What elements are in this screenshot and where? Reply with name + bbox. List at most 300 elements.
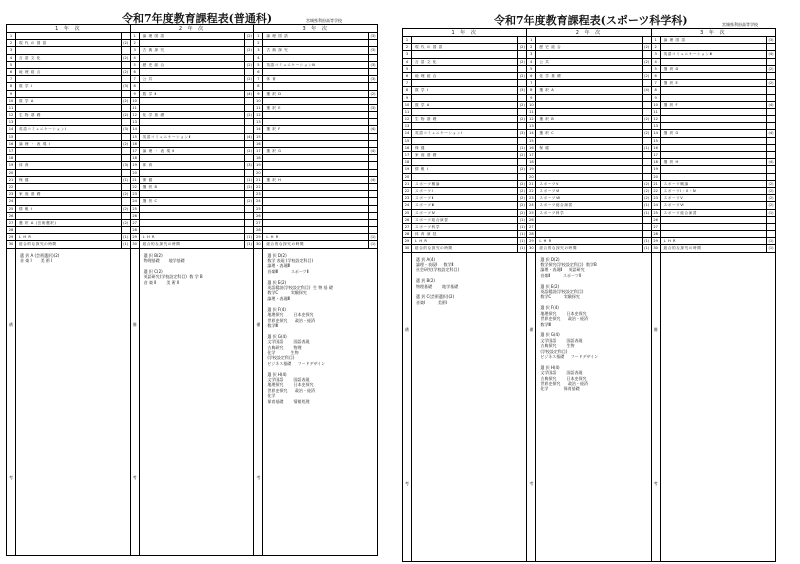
- table-row: [527, 37, 650, 44]
- subject-name: スポーツⅥ: [539, 188, 560, 193]
- subject-name: [140, 191, 245, 197]
- subject-name: スポーツⅢ: [415, 203, 435, 208]
- subject-name: [412, 123, 517, 129]
- period-number: 18: [527, 159, 536, 165]
- table-row: [652, 159, 775, 166]
- table-row: [254, 76, 377, 83]
- credit-count: [368, 184, 377, 190]
- period-number: 28: [254, 227, 263, 233]
- subject-name: [661, 138, 766, 144]
- table-row: [131, 91, 254, 98]
- period-number: 18: [652, 159, 661, 165]
- table-row: [7, 227, 130, 234]
- period-number: 25: [131, 206, 140, 212]
- period-number: 17: [652, 152, 661, 158]
- subject-name: 体 育: [142, 163, 153, 168]
- credit-count: [244, 83, 253, 89]
- table-row: [254, 227, 377, 234]
- credit-count: (2): [642, 116, 651, 122]
- year-column-3: [652, 29, 775, 561]
- period-number: 20: [652, 174, 661, 180]
- curriculum-sheet-sports: [402, 8, 776, 562]
- credit-count: (1): [642, 238, 651, 244]
- table-row: [403, 37, 526, 44]
- period-number: 10: [131, 98, 140, 104]
- period-number: 4: [131, 55, 140, 61]
- period-number: 7: [7, 76, 16, 82]
- side-mark: 備: [653, 326, 658, 332]
- table-row: [403, 44, 526, 51]
- period-number: 19: [652, 166, 661, 172]
- table-row: [254, 33, 377, 40]
- table-row: [403, 217, 526, 224]
- credit-count: [244, 40, 253, 46]
- table-row: [403, 73, 526, 80]
- credit-count: (2): [244, 76, 253, 82]
- credit-count: (1): [766, 245, 775, 251]
- credit-count: (1): [244, 234, 253, 240]
- table-row: [527, 231, 650, 238]
- table-row: [7, 40, 130, 47]
- notes-side-label: [7, 249, 16, 555]
- period-number: 3: [527, 51, 536, 57]
- table-row: [652, 224, 775, 231]
- subject-name: 総合的な探究の時間: [539, 246, 578, 251]
- subject-name: 選 択 H: [266, 177, 282, 182]
- subject-name: 論 理 国 語: [266, 34, 289, 38]
- period-number: 24: [131, 198, 140, 204]
- credit-count: [121, 227, 130, 233]
- credit-count: [766, 73, 775, 79]
- subject-name: [661, 109, 766, 115]
- period-number: 15: [652, 138, 661, 144]
- table-row: [254, 206, 377, 213]
- subject-name: [263, 134, 368, 140]
- period-number: 15: [254, 134, 263, 140]
- credit-count: (1): [642, 210, 651, 216]
- period-number: 4: [7, 55, 16, 61]
- credit-count: [368, 213, 377, 219]
- credit-count: (1): [642, 245, 651, 251]
- period-number: 11: [403, 109, 412, 115]
- table-row: [131, 184, 254, 191]
- table-row: [527, 217, 650, 224]
- credit-count: [517, 37, 526, 43]
- period-number: 8: [652, 87, 661, 93]
- subject-name: [263, 227, 368, 233]
- period-number: 26: [652, 217, 661, 223]
- subject-name: L H R: [539, 239, 552, 244]
- credit-count: [642, 152, 651, 158]
- credit-count: [368, 119, 377, 125]
- table-row: [7, 47, 130, 54]
- credit-count: (2): [642, 195, 651, 201]
- period-number: 2: [254, 40, 263, 46]
- period-number: 25: [254, 206, 263, 212]
- table-row: [254, 126, 377, 133]
- elective-notes: [661, 253, 775, 561]
- period-number: 29: [254, 234, 263, 240]
- credit-count: (2): [642, 188, 651, 194]
- credit-count: (2): [517, 195, 526, 201]
- period-number: 23: [7, 191, 16, 197]
- table-row: [527, 138, 650, 145]
- period-rows: [652, 37, 775, 253]
- credit-count: [121, 148, 130, 154]
- subject-name: [263, 55, 368, 61]
- table-row: [7, 162, 130, 169]
- subject-name: 古 典 探 究: [266, 48, 289, 53]
- notes-section: [131, 249, 254, 555]
- period-number: 20: [7, 170, 16, 176]
- table-row: [652, 59, 775, 66]
- period-number: 16: [403, 145, 412, 151]
- subject-name: 数 学 Ⅱ: [142, 91, 157, 96]
- credit-count: [517, 66, 526, 72]
- period-number: 4: [527, 59, 536, 65]
- period-number: 6: [527, 73, 536, 79]
- credit-count: [244, 155, 253, 161]
- table-row: [403, 166, 526, 173]
- credit-count: (2): [517, 73, 526, 79]
- subject-name: 選 択 D: [663, 66, 679, 71]
- period-number: 12: [652, 116, 661, 122]
- credit-count: (3): [121, 83, 130, 89]
- subject-name: 地 理 総 合: [19, 69, 42, 74]
- credit-count: [642, 123, 651, 129]
- credit-count: [244, 220, 253, 226]
- year-header: 2 年 次: [131, 25, 254, 33]
- period-number: 26: [131, 213, 140, 219]
- period-number: 5: [652, 66, 661, 72]
- period-number: 21: [254, 177, 263, 183]
- table-row: [527, 224, 650, 231]
- table-row: [254, 220, 377, 227]
- table-row: [254, 198, 377, 205]
- credit-count: (2): [517, 181, 526, 187]
- subject-name: [412, 95, 517, 101]
- period-number: 1: [254, 33, 263, 39]
- credit-count: [244, 141, 253, 147]
- table-row: [652, 116, 775, 123]
- credit-count: [244, 69, 253, 75]
- period-number: 2: [7, 40, 16, 46]
- period-number: 5: [131, 62, 140, 68]
- period-number: 22: [652, 188, 661, 194]
- year-column-1: [403, 29, 527, 561]
- period-number: 16: [254, 141, 263, 147]
- subject-name: [536, 109, 641, 115]
- table-row: [254, 241, 377, 248]
- credit-count: (2): [121, 40, 130, 46]
- subject-name: 数 学 Ⅰ: [19, 84, 33, 89]
- credit-count: (1): [121, 241, 130, 247]
- period-number: 21: [403, 181, 412, 187]
- period-number: 11: [527, 109, 536, 115]
- subject-name: 総合的な探究の時間: [663, 246, 702, 251]
- period-number: 13: [652, 123, 661, 129]
- credit-count: (4): [244, 91, 253, 97]
- subject-name: 論 理 国 語: [142, 34, 165, 38]
- table-row: [403, 224, 526, 231]
- table-row: [403, 245, 526, 252]
- elective-notes: 選 択 D(2) 数学探究(学校設定科目) 数学B 論理・表現Ⅱ 英語研究 音楽Ⅱ スポーツⅡ 選 択 E(2) 英語精読(学校設定科目) 数学C 実験探究 選 択 F(4) 地理探究 日本史探究 世界史探究 政治・経済 数学Ⅲ 選 択 G(4) 文学国語 国語表現 古典探究 生物 (学校設定科目) ビジネス基礎 フードデザイン 選 択 H(4) 文学国語 国語表現 古典探究 日本史探究 世界史探究 政治・経済 化学 保育基礎: [540, 256, 599, 392]
- year-header: 1 年 次: [7, 25, 130, 33]
- credit-count: (2): [766, 66, 775, 72]
- period-number: 24: [652, 202, 661, 208]
- credit-count: [368, 141, 377, 147]
- subject-name: 生 物 基 礎: [415, 117, 438, 122]
- credit-count: (2): [121, 55, 130, 61]
- period-rows: [131, 33, 254, 249]
- table-row: [7, 33, 130, 40]
- period-number: 17: [403, 152, 412, 158]
- period-number: 29: [652, 238, 661, 244]
- table-row: [527, 174, 650, 181]
- credit-count: [121, 119, 130, 125]
- table-row: [403, 181, 526, 188]
- credit-count: (2): [766, 202, 775, 208]
- side-mark: 考: [256, 475, 261, 481]
- table-row: [527, 245, 650, 252]
- period-number: 20: [131, 170, 140, 176]
- subject-name: 古 典 探 究: [142, 48, 165, 53]
- credit-count: (1): [121, 234, 130, 240]
- credit-count: [766, 87, 775, 93]
- table-row: [652, 130, 775, 137]
- subject-name: [536, 138, 641, 144]
- period-number: 29: [131, 234, 140, 240]
- table-row: [254, 69, 377, 76]
- subject-name: [536, 224, 641, 230]
- table-row: [403, 95, 526, 102]
- credit-count: [766, 145, 775, 151]
- subject-name: [16, 198, 121, 204]
- curriculum-grid: [6, 24, 378, 556]
- period-number: 26: [527, 217, 536, 223]
- subject-name: 公 共: [142, 77, 153, 82]
- subject-name: スポーツⅤ: [663, 196, 684, 201]
- period-number: 1: [403, 37, 412, 43]
- table-row: [403, 102, 526, 109]
- credit-count: (2): [642, 73, 651, 79]
- period-number: 1: [7, 33, 16, 39]
- credit-count: (2): [244, 47, 253, 53]
- period-number: 5: [403, 66, 412, 72]
- subject-name: [16, 170, 121, 176]
- subject-name: [263, 141, 368, 147]
- table-row: [527, 123, 650, 130]
- subject-name: L H R: [663, 239, 677, 244]
- subject-name: [263, 119, 368, 125]
- credit-count: [244, 126, 253, 132]
- credit-count: (4): [766, 130, 775, 136]
- subject-name: 選 択 E: [266, 105, 282, 110]
- subject-name: [140, 206, 245, 212]
- credit-count: (2): [244, 62, 253, 68]
- credit-count: (1): [517, 231, 526, 237]
- period-number: 17: [254, 148, 263, 154]
- period-number: 18: [403, 159, 412, 165]
- credit-count: [244, 227, 253, 233]
- subject-name: [536, 231, 641, 237]
- period-number: 17: [7, 148, 16, 154]
- credit-count: [368, 155, 377, 161]
- year-header: 3 年 次: [254, 25, 377, 33]
- period-number: 25: [403, 210, 412, 216]
- period-number: 9: [7, 91, 16, 97]
- table-row: [131, 105, 254, 112]
- table-row: [403, 123, 526, 130]
- side-mark: 考: [9, 475, 13, 481]
- subject-name: 選 択 A: [539, 88, 555, 93]
- period-number: 30: [131, 241, 140, 247]
- credit-count: (2): [244, 184, 253, 190]
- subject-name: [263, 184, 368, 190]
- period-number: 2: [403, 44, 412, 50]
- credit-count: [642, 174, 651, 180]
- table-row: [131, 162, 254, 169]
- credit-count: (3): [121, 162, 130, 168]
- credit-count: [517, 174, 526, 180]
- table-row: [7, 184, 130, 191]
- table-row: [403, 202, 526, 209]
- subject-name: [140, 227, 245, 233]
- period-number: 21: [7, 177, 16, 183]
- table-row: [254, 162, 377, 169]
- table-row: [131, 241, 254, 248]
- table-row: [527, 238, 650, 245]
- table-row: [131, 62, 254, 69]
- period-number: 25: [527, 210, 536, 216]
- table-row: [131, 119, 254, 126]
- credit-count: [244, 98, 253, 104]
- credit-count: (3): [368, 76, 377, 82]
- subject-name: [263, 191, 368, 197]
- subject-name: [661, 217, 766, 223]
- period-number: 4: [254, 55, 263, 61]
- table-row: [131, 47, 254, 54]
- subject-name: [536, 217, 641, 223]
- subject-name: 保 健: [415, 145, 426, 150]
- table-row: [7, 170, 130, 177]
- table-row: [131, 134, 254, 141]
- credit-count: [766, 166, 775, 172]
- credit-count: [642, 51, 651, 57]
- period-number: 14: [652, 130, 661, 136]
- credit-count: (2): [244, 148, 253, 154]
- credit-count: (2): [517, 210, 526, 216]
- subject-name: スポーツⅠ・Ⅱ・Ⅳ: [663, 188, 697, 193]
- table-row: [403, 138, 526, 145]
- table-row: [527, 195, 650, 202]
- credit-count: [121, 91, 130, 97]
- credit-count: [244, 55, 253, 61]
- period-number: 29: [527, 238, 536, 244]
- table-row: [131, 55, 254, 62]
- period-number: 21: [131, 177, 140, 183]
- period-number: 5: [254, 62, 263, 68]
- table-row: [527, 73, 650, 80]
- notes-section: [7, 249, 130, 555]
- credit-count: (3): [368, 33, 377, 39]
- subject-name: L H R: [19, 235, 32, 240]
- table-row: [131, 126, 254, 133]
- year-column-2: [527, 29, 651, 561]
- table-row: [131, 69, 254, 76]
- period-number: 4: [403, 59, 412, 65]
- table-row: [527, 102, 650, 109]
- period-number: 30: [652, 245, 661, 251]
- period-number: 6: [652, 73, 661, 79]
- subject-name: 現 代 の 国 語: [415, 45, 443, 50]
- year-header: 3 年 次: [652, 29, 775, 37]
- credit-count: [368, 220, 377, 226]
- notes-section: [254, 249, 377, 555]
- credit-count: (1): [642, 145, 651, 151]
- credit-count: (2): [766, 181, 775, 187]
- period-number: 1: [131, 33, 140, 39]
- table-row: [131, 98, 254, 105]
- table-row: [403, 51, 526, 58]
- credit-count: [368, 83, 377, 89]
- subject-name: [140, 213, 245, 219]
- period-number: 28: [527, 231, 536, 237]
- period-number: 17: [527, 152, 536, 158]
- period-number: 7: [652, 80, 661, 86]
- credit-count: [766, 109, 775, 115]
- period-number: 27: [254, 220, 263, 226]
- subject-name: 体 育: [19, 163, 30, 168]
- table-row: [131, 76, 254, 83]
- table-row: [7, 234, 130, 241]
- credit-count: (1): [517, 145, 526, 151]
- subject-name: [140, 155, 245, 161]
- credit-count: [766, 152, 775, 158]
- period-number: 8: [254, 83, 263, 89]
- period-number: 15: [131, 134, 140, 140]
- subject-name: 選 択 H: [663, 160, 679, 165]
- subject-name: 総合的な探究の時間: [19, 242, 57, 247]
- credit-count: [244, 119, 253, 125]
- subject-name: スポーツⅤ: [539, 181, 560, 186]
- period-number: 22: [131, 184, 140, 190]
- period-number: 19: [7, 162, 16, 168]
- credit-count: (2): [121, 220, 130, 226]
- table-row: [7, 198, 130, 205]
- credit-count: [766, 44, 775, 50]
- table-row: [7, 69, 130, 76]
- subject-name: 選 択 G: [663, 131, 679, 136]
- credit-count: [121, 134, 130, 140]
- credit-count: (1): [517, 238, 526, 244]
- subject-name: [140, 83, 245, 89]
- period-number: 28: [403, 231, 412, 237]
- subject-name: 英語コミュニケーションⅠ: [415, 131, 463, 136]
- period-number: 13: [527, 123, 536, 129]
- credit-count: (2): [121, 69, 130, 75]
- period-number: 27: [7, 220, 16, 226]
- credit-count: [368, 191, 377, 197]
- period-number: 14: [527, 130, 536, 136]
- period-number: 27: [527, 224, 536, 230]
- subject-name: [661, 231, 766, 237]
- subject-name: [140, 119, 245, 125]
- period-number: 7: [254, 76, 263, 82]
- subject-name: 歴 史 総 合: [142, 62, 165, 67]
- subject-name: [412, 174, 517, 180]
- year-column-2: [131, 25, 255, 555]
